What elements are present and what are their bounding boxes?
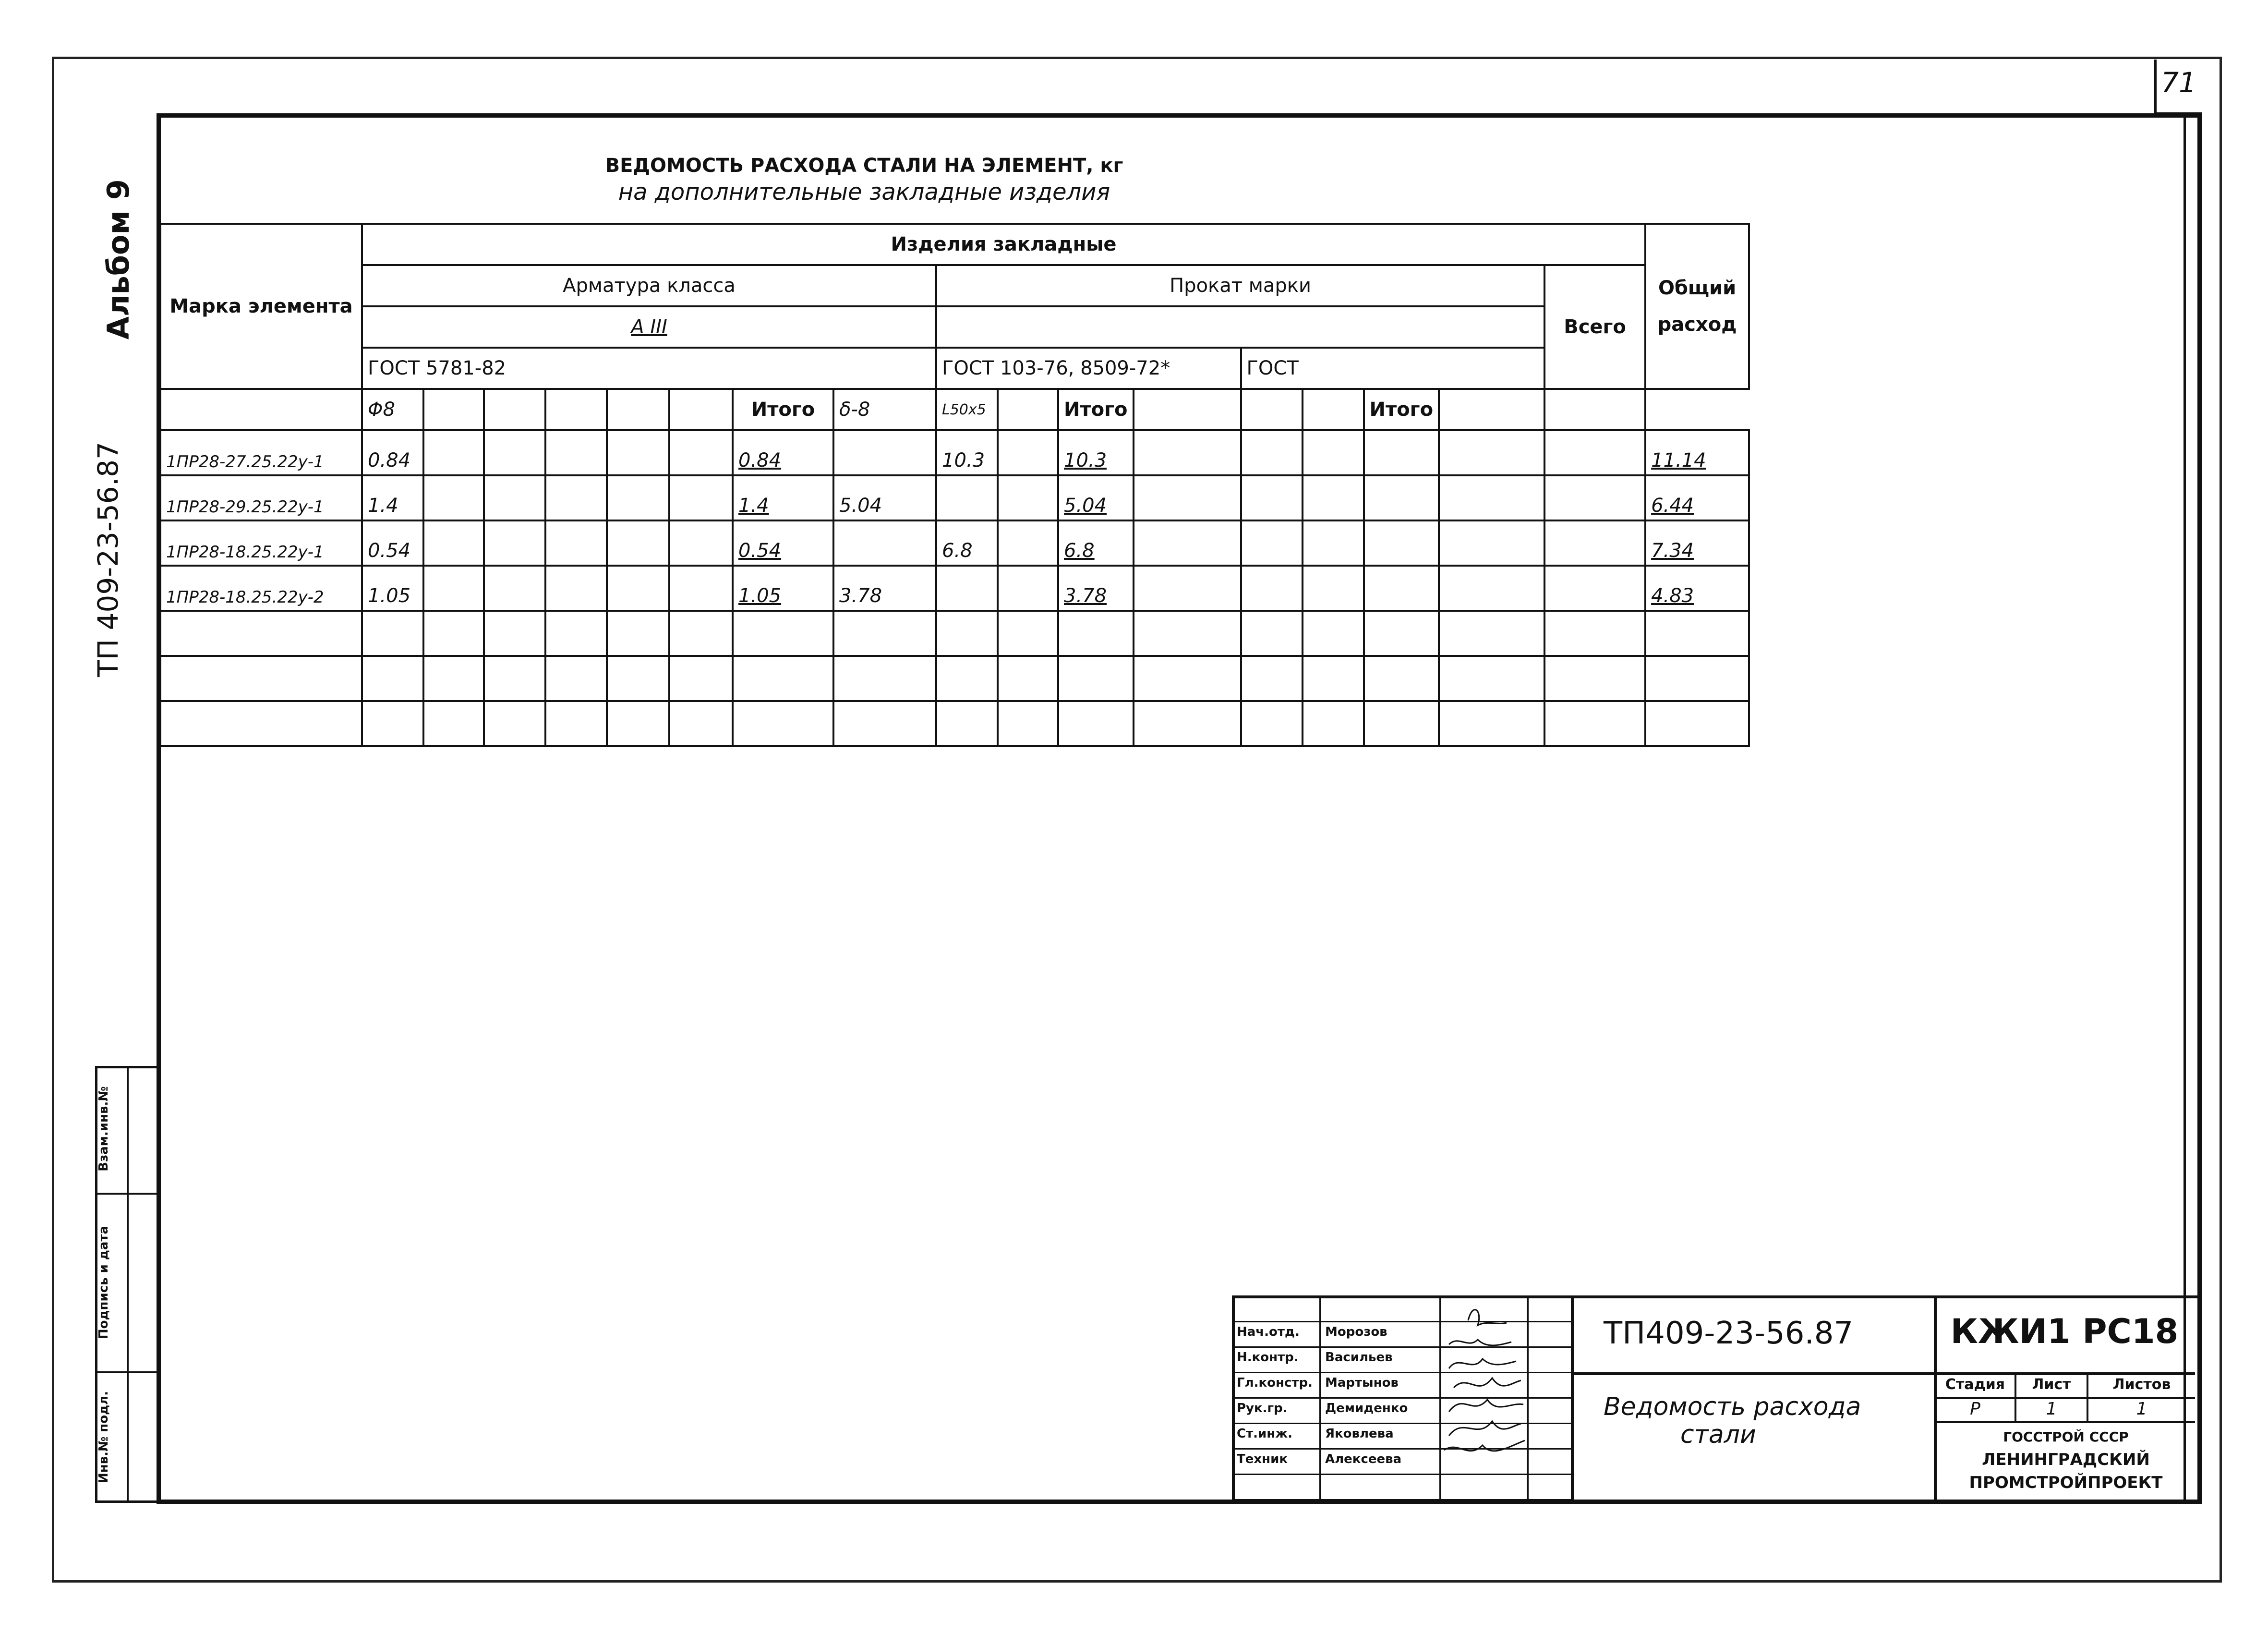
cell-empty xyxy=(998,520,1058,566)
cell-empty xyxy=(1544,656,1645,701)
table-row xyxy=(160,520,1749,566)
cell-empty xyxy=(1241,475,1303,520)
col-blank xyxy=(1241,389,1303,430)
cell-empty xyxy=(1303,701,1364,746)
stamp-sheets: 1 xyxy=(2136,1399,2147,1419)
cell-empty xyxy=(423,520,484,566)
cell-empty xyxy=(1544,611,1645,656)
cell-overall: 6.44 xyxy=(1645,475,1749,520)
cell-d8: 0.54 xyxy=(362,520,423,566)
cell-empty xyxy=(545,656,607,701)
cell-empty xyxy=(423,611,484,656)
cell-empty xyxy=(936,611,998,656)
cell-empty xyxy=(484,475,545,520)
cell-strip: 3.78 xyxy=(833,566,936,611)
gost-rolled: ГОСТ 103-76, 8509-72* xyxy=(936,348,1241,389)
cell-empty xyxy=(1134,701,1241,746)
cell-empty xyxy=(423,656,484,701)
cell-empty xyxy=(1134,520,1241,566)
stamp-person-name: Васильев xyxy=(1325,1350,1393,1365)
cell-empty xyxy=(1303,520,1364,566)
cell-total-rebar: 0.84 xyxy=(733,430,833,475)
table-row xyxy=(160,430,1749,475)
cell-empty xyxy=(1645,611,1749,656)
cell-empty xyxy=(1364,611,1439,656)
cell-empty xyxy=(484,566,545,611)
vertical-doc-code: ТП 409-23-56.87 xyxy=(92,442,124,677)
cell-empty xyxy=(423,701,484,746)
cell-empty xyxy=(607,430,669,475)
cell-empty xyxy=(607,520,669,566)
stamp-role: Техник xyxy=(1237,1452,1288,1466)
col-blank xyxy=(484,389,545,430)
cell-empty xyxy=(1439,611,1544,656)
side-stamp-vzam: Взам.инв.№ xyxy=(97,1086,111,1172)
col-blank xyxy=(998,389,1058,430)
cell-total-rebar: 1.05 xyxy=(733,566,833,611)
stamp-stage: Р xyxy=(1970,1399,1980,1419)
rolled-grade-blank xyxy=(936,306,1544,348)
col-strip: δ-8 xyxy=(833,389,936,430)
cell-empty xyxy=(484,701,545,746)
cell-empty xyxy=(1439,430,1544,475)
cell-empty xyxy=(998,475,1058,520)
cell-empty xyxy=(1544,475,1645,520)
header-rebar-class: Арматура класса xyxy=(362,265,936,306)
cell-empty xyxy=(1439,701,1544,746)
cell-empty xyxy=(833,701,936,746)
cell-empty xyxy=(1364,566,1439,611)
cell-empty xyxy=(1645,701,1749,746)
stamp-h-sheets-label: Листов xyxy=(2112,1376,2171,1393)
table-body xyxy=(160,430,1749,746)
cell-empty xyxy=(1364,701,1439,746)
cell-overall: 7.34 xyxy=(1645,520,1749,566)
stamp-role: Рук.гр. xyxy=(1237,1401,1288,1415)
cell-empty xyxy=(1134,656,1241,701)
cell-empty xyxy=(545,475,607,520)
cell-empty xyxy=(484,520,545,566)
cell-empty xyxy=(362,656,423,701)
stamp-role: Гл.констр. xyxy=(1237,1376,1313,1390)
cell-empty xyxy=(423,475,484,520)
stamp-title-1: Ведомость расхода xyxy=(1604,1392,1861,1421)
header-rolled: Прокат марки xyxy=(936,265,1544,306)
cell-empty xyxy=(1241,611,1303,656)
stamp-org-2: ЛЕНИНГРАДСКИЙ xyxy=(1982,1450,2150,1469)
steel-table xyxy=(159,223,1750,747)
rebar-grade: А III xyxy=(362,306,936,348)
gost-other: ГОСТ xyxy=(1241,348,1545,389)
cell-empty xyxy=(669,701,733,746)
cell-strip xyxy=(833,520,936,566)
cell-total-rebar: 1.4 xyxy=(733,475,833,520)
cell-empty xyxy=(1058,701,1134,746)
stamp-person-name: Морозов xyxy=(1325,1325,1387,1339)
side-stamp-row-1 xyxy=(95,1193,159,1195)
cell-empty xyxy=(998,430,1058,475)
cell-empty xyxy=(833,656,936,701)
cell-empty xyxy=(1303,566,1364,611)
stamp-person-name: Демиденко xyxy=(1325,1401,1408,1415)
stamp-h-sheet-label: Лист xyxy=(2032,1376,2071,1393)
col-blank xyxy=(669,389,733,430)
side-stamp-divider xyxy=(127,1066,129,1503)
cell-empty xyxy=(484,611,545,656)
cell-empty xyxy=(1134,475,1241,520)
cell-empty xyxy=(545,611,607,656)
table-subtitle: на дополнительные закладные изделия xyxy=(618,179,1110,206)
cell-empty xyxy=(1544,566,1645,611)
cell-empty xyxy=(160,701,362,746)
stamp-role: Ст.инж. xyxy=(1237,1427,1292,1441)
stamp-person-name: Алексеева xyxy=(1325,1452,1402,1466)
cell-empty xyxy=(1134,566,1241,611)
cell-total-rolled: 10.3 xyxy=(1058,430,1134,475)
cell-empty xyxy=(362,611,423,656)
cell-total-rolled: 5.04 xyxy=(1058,475,1134,520)
cell-empty xyxy=(936,656,998,701)
col-total-rebar: Итого xyxy=(733,389,833,430)
cell-empty xyxy=(160,611,362,656)
cell-empty xyxy=(1439,656,1544,701)
col-blank xyxy=(423,389,484,430)
cell-empty xyxy=(669,566,733,611)
cell-empty xyxy=(998,656,1058,701)
cell-mark: 1ПР28-18.25.22у-1 xyxy=(160,520,362,566)
table-row xyxy=(160,475,1749,520)
subheader-blank xyxy=(160,389,362,430)
cell-empty xyxy=(362,701,423,746)
cell-empty xyxy=(545,701,607,746)
cell-empty xyxy=(998,611,1058,656)
stamp-sheet-no: 1 xyxy=(2046,1399,2057,1419)
cell-empty xyxy=(607,611,669,656)
cell-empty xyxy=(1303,475,1364,520)
cell-empty xyxy=(733,611,833,656)
side-stamp-sign-date: Подпись и дата xyxy=(97,1225,111,1340)
col-blank xyxy=(1544,389,1645,430)
cell-empty xyxy=(1544,430,1645,475)
stamp-h-mid xyxy=(1571,1372,2195,1375)
cell-empty xyxy=(1303,611,1364,656)
cell-empty xyxy=(1134,430,1241,475)
cell-empty xyxy=(1439,475,1544,520)
cell-empty xyxy=(423,430,484,475)
cell-empty xyxy=(1303,656,1364,701)
header-embedded: Изделия закладные xyxy=(362,224,1645,265)
cell-overall: 4.83 xyxy=(1645,566,1749,611)
cell-empty xyxy=(669,475,733,520)
col-blank xyxy=(1303,389,1364,430)
cell-empty xyxy=(607,475,669,520)
cell-empty xyxy=(160,656,362,701)
cell-empty xyxy=(1058,611,1134,656)
cell-empty xyxy=(1134,611,1241,656)
stamp-h-stage-label: Стадия xyxy=(1945,1376,2005,1393)
cell-empty xyxy=(607,656,669,701)
cell-empty xyxy=(423,566,484,611)
stamp-title-2: стали xyxy=(1680,1420,1756,1449)
cell-angle: 10.3 xyxy=(936,430,998,475)
cell-empty xyxy=(1241,430,1303,475)
cell-empty xyxy=(607,701,669,746)
cell-d8: 1.05 xyxy=(362,566,423,611)
cell-d8: 0.84 xyxy=(362,430,423,475)
cell-empty xyxy=(833,611,936,656)
cell-mark: 1ПР28-18.25.22у-2 xyxy=(160,566,362,611)
cell-empty xyxy=(1303,430,1364,475)
cell-empty xyxy=(545,430,607,475)
cell-empty xyxy=(733,701,833,746)
cell-empty xyxy=(1544,520,1645,566)
cell-empty xyxy=(484,430,545,475)
cell-empty xyxy=(669,430,733,475)
col-blank xyxy=(607,389,669,430)
cell-empty xyxy=(545,520,607,566)
cell-empty xyxy=(1544,701,1645,746)
stamp-person-name: Яковлева xyxy=(1325,1427,1394,1441)
header-total-all: Всего xyxy=(1544,265,1645,389)
cell-d8: 1.4 xyxy=(362,475,423,520)
cell-angle: 6.8 xyxy=(936,520,998,566)
cell-empty xyxy=(1058,656,1134,701)
cell-empty xyxy=(669,656,733,701)
cell-mark: 1ПР28-29.25.22у-1 xyxy=(160,475,362,520)
cell-empty xyxy=(1241,656,1303,701)
signatures xyxy=(1439,1296,1527,1498)
cell-overall: 11.14 xyxy=(1645,430,1749,475)
cell-total-rolled: 6.8 xyxy=(1058,520,1134,566)
header-element-mark: Марка элемента xyxy=(160,224,362,389)
stamp-row-line xyxy=(1232,1499,1571,1500)
stamp-person-name: Мартынов xyxy=(1325,1376,1399,1390)
gost-rebar: ГОСТ 5781-82 xyxy=(362,348,936,389)
stamp-org-1: ГОССТРОЙ СССР xyxy=(2003,1429,2129,1445)
cell-empty xyxy=(669,611,733,656)
cell-empty xyxy=(998,566,1058,611)
cell-empty xyxy=(1439,566,1544,611)
stamp-doc-code: ТП409-23-56.87 xyxy=(1604,1316,1854,1351)
cell-empty xyxy=(1439,520,1544,566)
stamp-h-stage2 xyxy=(1934,1421,2195,1423)
cell-empty xyxy=(1364,475,1439,520)
cell-mark: 1ПР28-27.25.22у-1 xyxy=(160,430,362,475)
stamp-org-3: ПРОМСТРОЙПРОЕКТ xyxy=(1969,1473,2163,1492)
table-row xyxy=(160,566,1749,611)
stamp-v4 xyxy=(1571,1295,1574,1500)
cell-strip xyxy=(833,430,936,475)
table-row xyxy=(160,611,1749,656)
sheet-number: 71 xyxy=(2161,66,2196,99)
cell-empty xyxy=(1364,656,1439,701)
col-total-rolled: Итого xyxy=(1058,389,1134,430)
cell-empty xyxy=(1241,701,1303,746)
col-blank xyxy=(545,389,607,430)
cell-empty xyxy=(669,520,733,566)
table-row xyxy=(160,701,1749,746)
cell-empty xyxy=(733,656,833,701)
cell-total-rebar: 0.54 xyxy=(733,520,833,566)
col-angle: L50x5 xyxy=(936,389,998,430)
col-total-other: Итого xyxy=(1364,389,1439,430)
cell-angle xyxy=(936,475,998,520)
cell-angle xyxy=(936,566,998,611)
cell-empty xyxy=(1364,520,1439,566)
cell-empty xyxy=(484,656,545,701)
cell-empty xyxy=(998,701,1058,746)
col-blank xyxy=(1439,389,1544,430)
cell-strip: 5.04 xyxy=(833,475,936,520)
side-stamp-inv-orig: Инв.№ подл. xyxy=(97,1391,111,1484)
cell-total-rolled: 3.78 xyxy=(1058,566,1134,611)
album-label: Альбом 9 xyxy=(101,179,136,339)
cell-empty xyxy=(1364,430,1439,475)
cell-empty xyxy=(1241,566,1303,611)
table-title: ВЕДОМОСТЬ РАСХОДА СТАЛИ НА ЭЛЕМЕНТ, кг xyxy=(605,155,1123,177)
stamp-sheet-code: КЖИ1 РС18 xyxy=(1950,1312,2179,1351)
cell-empty xyxy=(1645,656,1749,701)
col-d8: Φ8 xyxy=(362,389,423,430)
stamp-role: Нач.отд. xyxy=(1237,1325,1300,1339)
cell-empty xyxy=(936,701,998,746)
stamp-role: Н.контр. xyxy=(1237,1350,1299,1365)
cell-empty xyxy=(607,566,669,611)
table-row xyxy=(160,656,1749,701)
col-blank xyxy=(1134,389,1241,430)
cell-empty xyxy=(545,566,607,611)
header-overall: Общий расход xyxy=(1645,224,1749,389)
cell-empty xyxy=(1241,520,1303,566)
